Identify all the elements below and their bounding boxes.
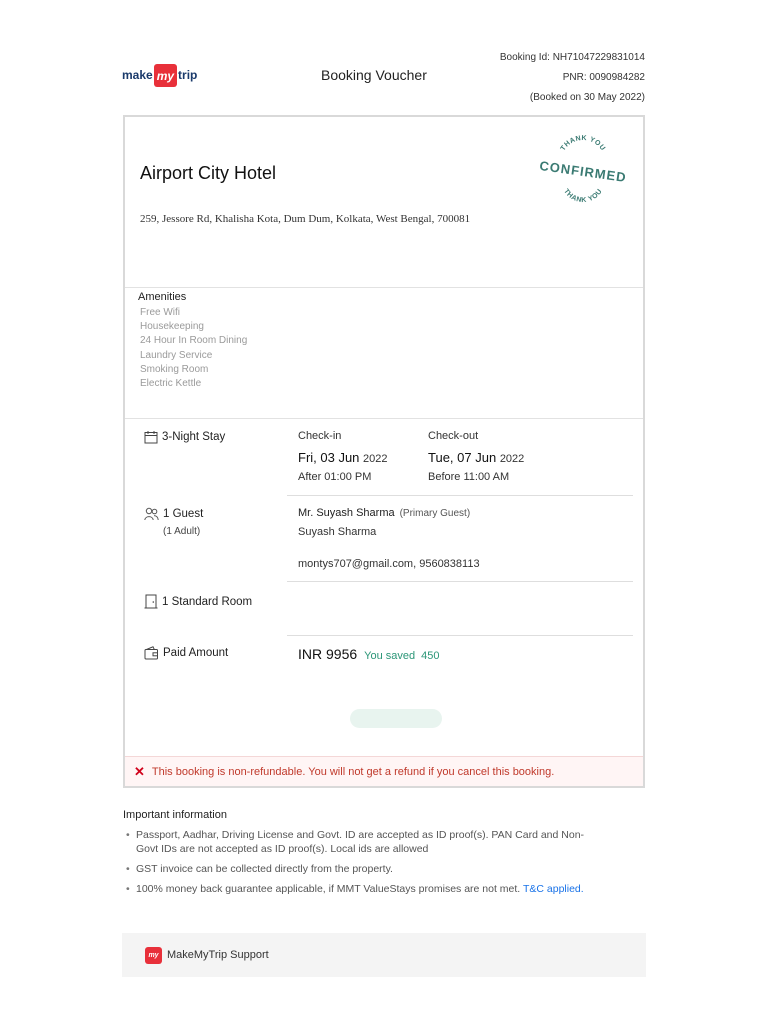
guest-contact: montys707@gmail.com, 9560838113 [298, 558, 480, 570]
room-label [144, 594, 252, 609]
guest-label [144, 507, 203, 521]
guest-name: Suyash Sharma [298, 526, 377, 538]
primary-guest-name: Mr. Suyash Sharma [298, 507, 395, 519]
logo-my: my [154, 64, 177, 87]
checkin-year: 2022 [363, 453, 388, 465]
room-type: 1 Standard Room [162, 595, 253, 608]
payment-label [144, 646, 228, 660]
checkout-time: Before 11:00 AM [428, 471, 510, 483]
door-icon [144, 594, 158, 609]
stay-nights: 3-Night Stay [162, 431, 226, 443]
logo-make: make [122, 68, 153, 82]
row-separator [287, 635, 633, 636]
amenity-item: Smoking Room [140, 363, 209, 375]
primary-guest [298, 507, 470, 519]
tc-link[interactable]: T&C applied. [522, 883, 584, 895]
checkin-label: Check-in [298, 430, 342, 442]
stamp-bottom-text: THANK YOU [562, 187, 604, 204]
divider [125, 418, 643, 419]
paid-amount [298, 646, 440, 662]
row-separator [287, 495, 633, 496]
stamp-top-text: THANK YOU [559, 134, 607, 153]
support-label: MakeMyTrip Support [167, 949, 269, 961]
booking-meta [500, 48, 645, 108]
stay-label [144, 430, 225, 444]
guests-icon [144, 507, 159, 521]
hotel-name: Airport City Hotel [140, 163, 277, 183]
checkout-year: 2022 [499, 453, 525, 465]
logo-trip: trip [178, 68, 198, 82]
amenity-item: Housekeeping [140, 321, 204, 333]
checkin-day: Fri, 03 Jun [298, 450, 360, 465]
saved-label: You saved [364, 650, 416, 662]
voucher-card [123, 115, 645, 788]
amenities-list [140, 306, 247, 391]
divider [125, 287, 643, 288]
pnr: PNR: 0090984282 [562, 72, 645, 83]
info-item: • Passport, Aadhar, Driving License and Govt. ID are accepted as ID proof(s). PAN Card and Non-Govt IDs are not accepted as ID proof(s). Local ids are allowed [126, 828, 596, 856]
primary-guest-tag: (Primary Guest) [399, 508, 471, 519]
paid-amount-label: Paid Amount [163, 647, 229, 659]
confirmed-stamp [528, 134, 638, 204]
hotel-address: 259, Jessore Rd, Khalisha Kota, Dum Dum, Kolkata, West Bengal, 700081 [140, 213, 471, 225]
close-icon: ✕ [134, 763, 145, 779]
info-item: • GST invoice can be collected directly from the property. [126, 862, 596, 876]
page-title: Booking Voucher [321, 67, 427, 83]
important-info-list [126, 828, 596, 902]
paid-amount-value: INR 9956 [298, 646, 358, 662]
support-bar[interactable] [122, 933, 646, 977]
checkout-label: Check-out [428, 430, 479, 442]
amenity-item: Laundry Service [140, 349, 213, 361]
guest-count: 1 Guest [163, 508, 204, 520]
guest-adults: (1 Adult) [163, 526, 201, 537]
makemytrip-icon: my [145, 947, 162, 964]
makemytrip-logo [122, 62, 197, 88]
checkout-day: Tue, 07 Jun [428, 450, 497, 465]
important-info-title: Important information [123, 809, 227, 821]
svg-text:THANK YOU [562, 188, 604, 204]
stamp-main-text: CONFIRMED [538, 157, 628, 186]
non-refundable-banner [125, 756, 643, 786]
saved-value: 450 [421, 650, 440, 662]
checkin-time: After 01:00 PM [298, 471, 372, 483]
booked-on: (Booked on 30 May 2022) [529, 92, 645, 103]
amenity-item: Free Wifi [140, 307, 180, 318]
non-refundable-text: This booking is non-refundable. You will not get a refund if you cancel this booking. [151, 765, 555, 778]
info-item-text: 100% money back guarantee applicable, if MMT ValueStays promises are not met. [136, 883, 521, 895]
checkout-date [428, 450, 524, 465]
svg-text:THANK YOU [560, 135, 607, 152]
checkin-date [298, 450, 388, 465]
row-separator [287, 581, 633, 582]
calendar-icon [144, 430, 158, 444]
action-pill[interactable] [350, 709, 442, 728]
booking-id: Booking Id: NH71047229831014 [499, 52, 645, 63]
amenity-item: Electric Kettle [140, 378, 202, 390]
amenities-title: Amenities [138, 291, 187, 303]
amenity-item: 24 Hour In Room Dining [140, 335, 248, 347]
wallet-icon [144, 646, 159, 660]
info-item [126, 882, 596, 896]
